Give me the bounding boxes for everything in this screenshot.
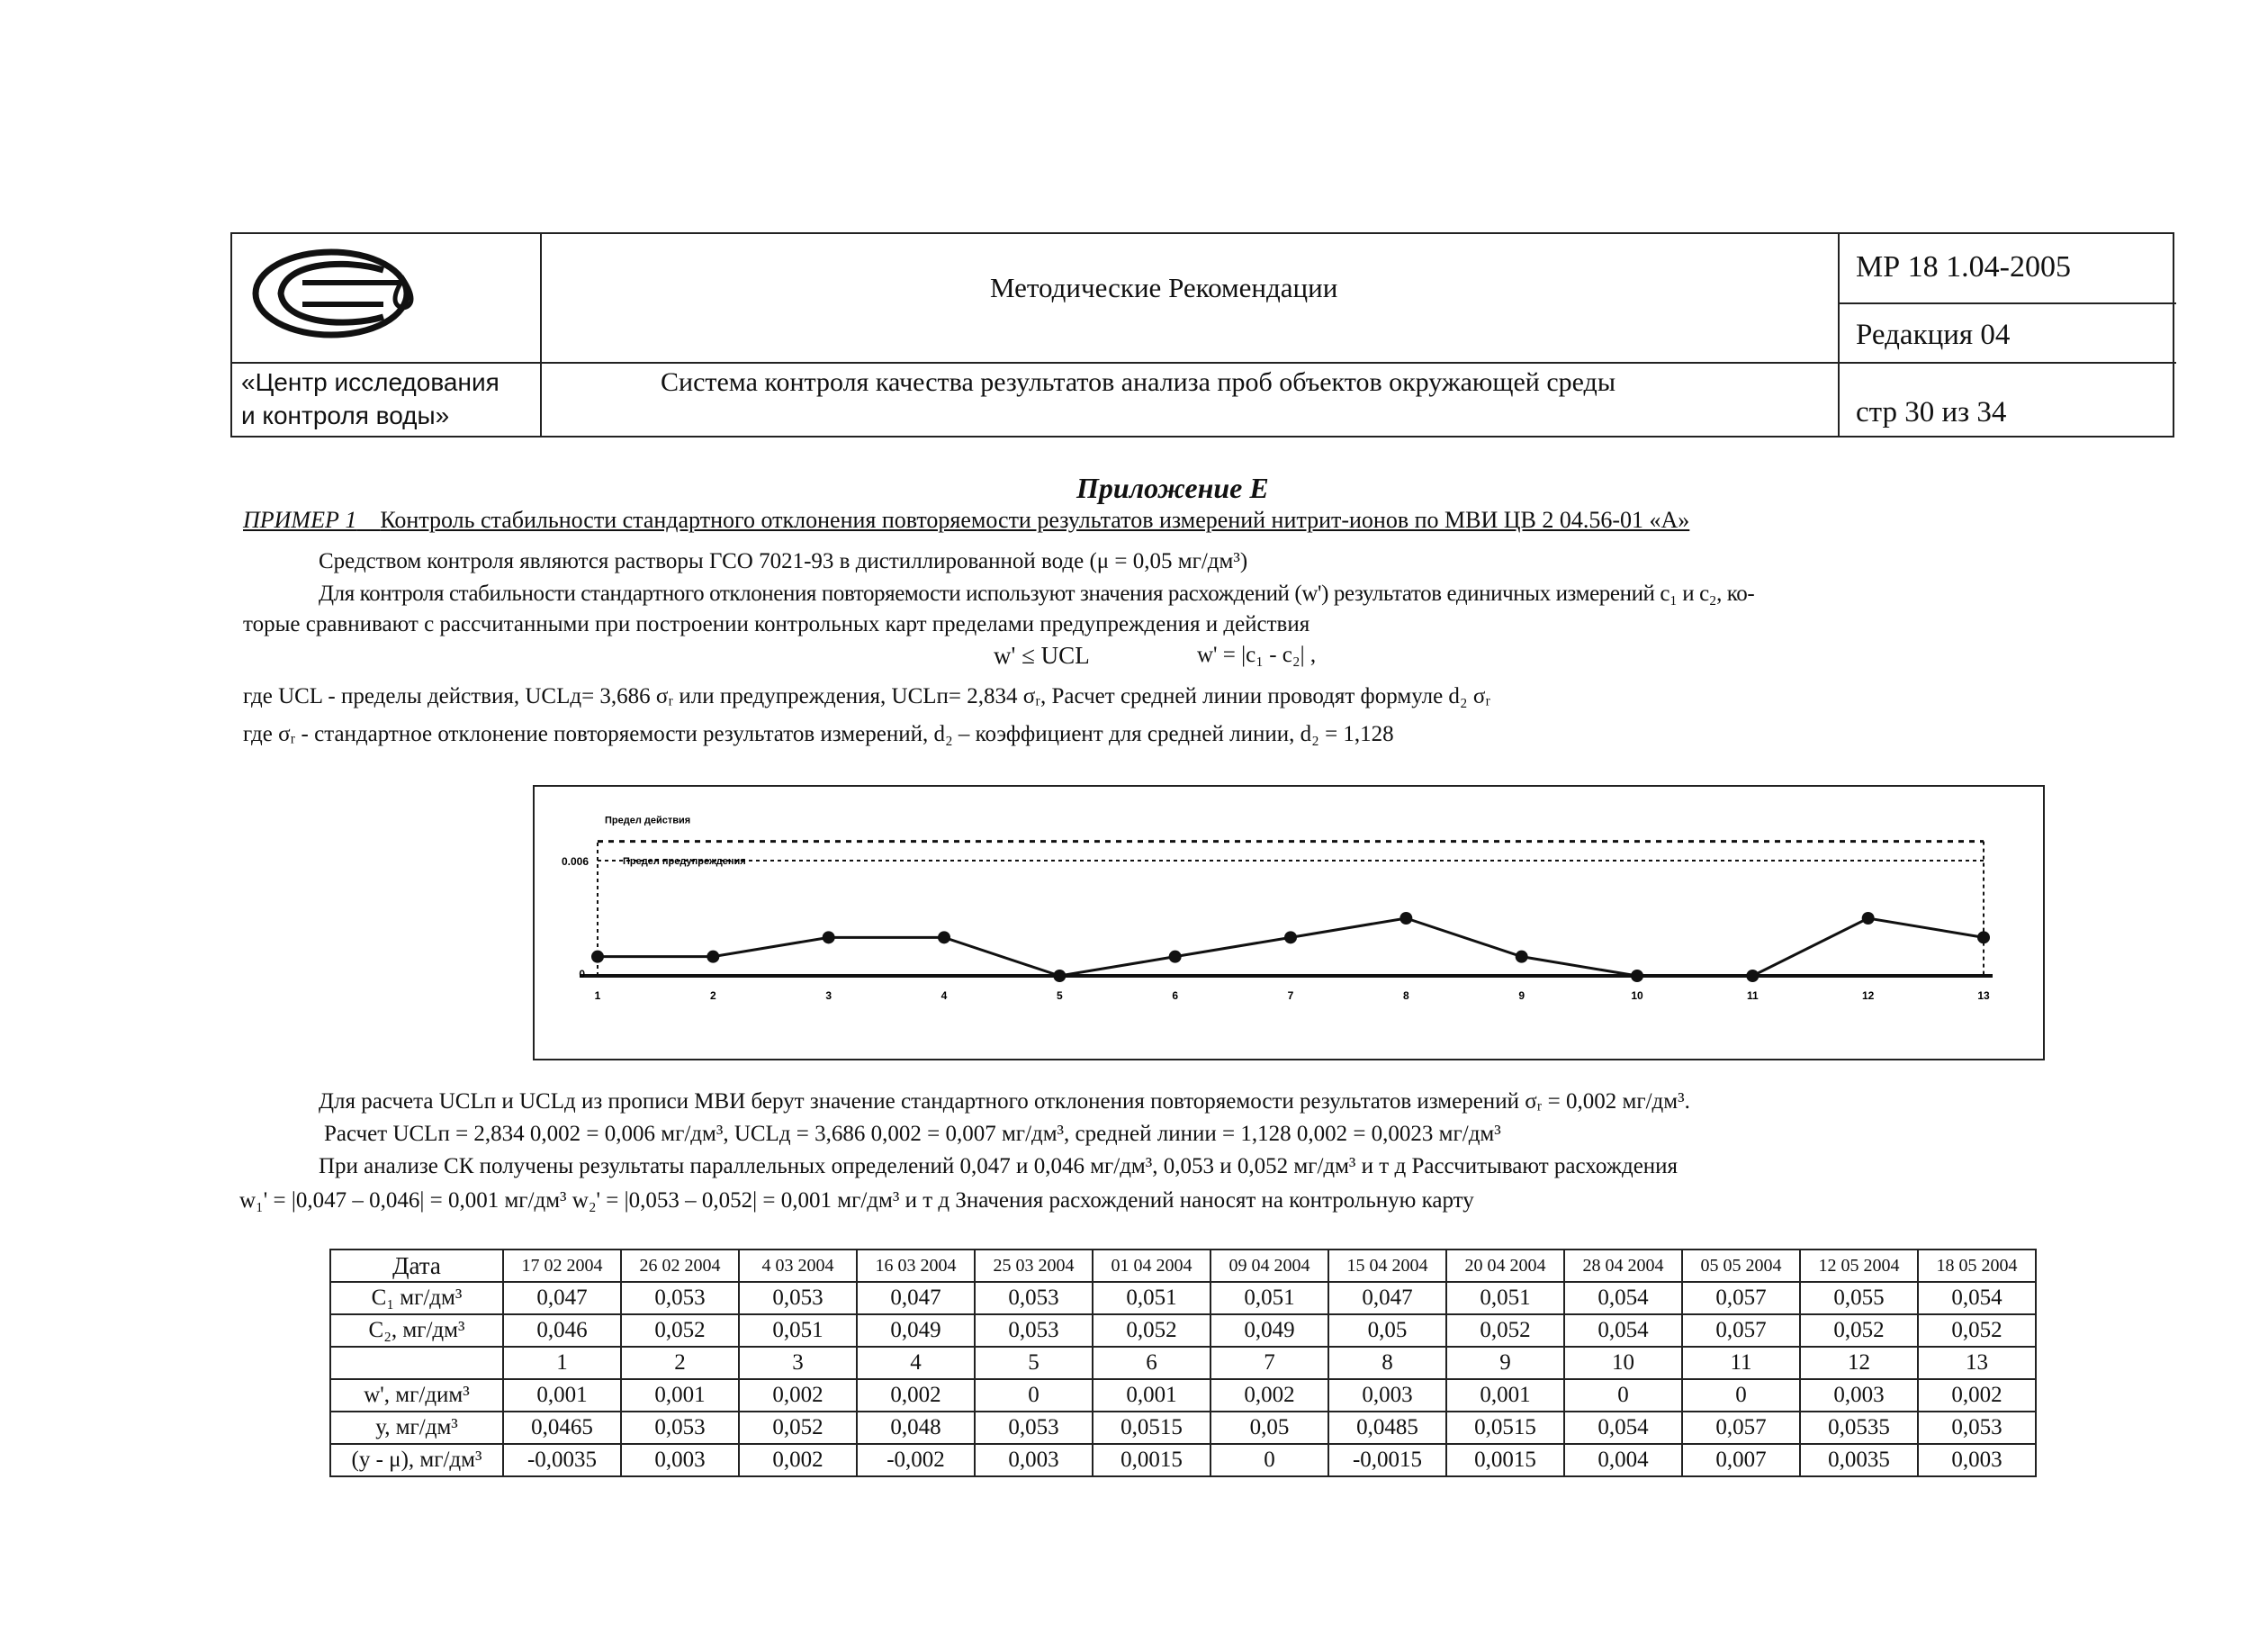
table-cell: 6 [1093,1347,1210,1379]
x-tick-label: 4 [940,989,948,1002]
table-cell: 09 04 2004 [1210,1250,1328,1282]
system-title: Система контроля качества результатов анализа проб объектов окружающей среды [661,367,1616,397]
table-cell: 2 [621,1347,739,1379]
table-cell: 0,002 [857,1379,975,1412]
formula-w: w' = |c₁ - c₂| , [1197,643,1317,667]
table-cell: 17 02 2004 [503,1250,621,1282]
table-cell: 0,054 [1564,1314,1682,1347]
table-cell: 0,002 [1918,1379,2036,1412]
table-cell: 0,002 [739,1444,857,1476]
table-cell: -0,0035 [503,1444,621,1476]
x-tick-label: 3 [825,989,832,1002]
table-cell: 16 03 2004 [857,1250,975,1282]
table-cell: 0,0035 [1800,1444,1918,1476]
table-cell: -0,0015 [1328,1444,1446,1476]
paragraph-2b: торые сравнивают с рассчитанными при построении контрольных карт пределами предупреждения и действия [243,612,1310,636]
table-cell: 0,047 [1328,1282,1446,1314]
index-row [330,1347,2036,1379]
doc-code: МР 18 1.04-2005 [1856,250,2071,284]
table-cell: 3 [739,1347,857,1379]
table-cell: 0,052 [1446,1314,1564,1347]
table-cell: 28 04 2004 [1564,1250,1682,1282]
data-point [1516,951,1528,963]
row-label: w', мг/дим³ [330,1379,503,1412]
table-cell: 8 [1328,1347,1446,1379]
c1-row [330,1282,2036,1314]
table-cell: 26 02 2004 [621,1250,739,1282]
row-label: C₂, мг/дм³ [330,1314,503,1347]
row-label [330,1347,503,1379]
formula-ucl: w' ≤ UCL [994,642,1090,669]
table-cell: 0,053 [621,1412,739,1444]
row-label: у, мг/дм³ [330,1412,503,1444]
table-cell: 0,002 [739,1379,857,1412]
table-cell: 0,051 [1446,1282,1564,1314]
table-cell: 0,001 [503,1379,621,1412]
x-tick-label: 5 [1056,989,1063,1002]
series-line [598,918,1984,976]
data-point [1631,970,1643,982]
paragraph-2a: Для контроля стабильности стандартного отклонения повторяемости используют значения расхождений (w') результатов единичных измерений c₁ и c₂, ко- [319,582,1755,606]
paragraph-3: где UCL - пределы действия, UCLд= 3,686 σᵣ или предупреждения, UCLп= 2,834 σᵣ, Расчет средней линии проводят формуле d₂ σᵣ [243,684,1491,708]
paragraph-1: Средством контроля являются растворы ГСО 7021-93 в дистиллированной воде (μ = 0,05 мг/дм³) [319,549,1248,573]
table-cell: 0,054 [1564,1412,1682,1444]
table-cell: 0,05 [1328,1314,1446,1347]
table-cell: 0,05 [1210,1412,1328,1444]
table-cell: 7 [1210,1347,1328,1379]
table-cell: 0,001 [1446,1379,1564,1412]
row-label: (у - μ), мг/дм³ [330,1444,503,1476]
table-cell: 0,0465 [503,1412,621,1444]
table-cell: 0,048 [857,1412,975,1444]
x-tick-label: 10 [1631,989,1643,1002]
x-tick-label: 12 [1861,989,1875,1002]
edition: Редакция 04 [1856,319,2011,351]
table-cell: 4 03 2004 [739,1250,857,1282]
table-cell: 11 [1682,1347,1800,1379]
table-cell: 18 05 2004 [1918,1250,2036,1282]
y-tick-label: 0 [579,968,585,980]
table-cell: 0 [1210,1444,1328,1476]
table-cell: 13 [1918,1347,2036,1379]
warning-limit-label: Предел предупреждения [623,856,746,867]
table-cell: 5 [975,1347,1093,1379]
c2-row [330,1314,2036,1347]
table-cell: 0,055 [1800,1282,1918,1314]
table-cell: 20 04 2004 [1446,1250,1564,1282]
x-tick-label: 6 [1172,989,1179,1002]
table-cell: 0,057 [1682,1282,1800,1314]
paragraph-7: При анализе СК получены результаты параллельных определений 0,047 и 0,046 мг/дм³, 0,053 и 0,052 мг/дм³ и т д Рассчитывают расхождения [319,1154,1678,1178]
x-tick-label: 13 [1977,989,1990,1002]
table-cell: 0,0515 [1093,1412,1210,1444]
table-cell: 0,0485 [1328,1412,1446,1444]
table-cell: 0,052 [621,1314,739,1347]
control-chart [533,785,2045,1060]
table-cell: 10 [1564,1347,1682,1379]
w-row [330,1379,2036,1412]
x-tick-label: 9 [1518,989,1526,1002]
page-info: стр 30 из 34 [1856,396,2007,429]
data-point [823,931,835,943]
appendix-title: Приложение Е [1076,472,1269,504]
table-cell: 01 04 2004 [1093,1250,1210,1282]
paragraph-5: Для расчета UCLп и UCLд из прописи МВИ берут значение стандартного отклонения повторяемости результатов измерений σᵣ = 0,002 мг/дм³. [319,1089,1690,1114]
y-tick-label: 0.006 [561,855,589,868]
action-limit-label: Предел действия [605,815,691,826]
table-cell: 0,001 [1093,1379,1210,1412]
data-point [1169,951,1182,963]
table-cell: 0,0015 [1446,1444,1564,1476]
data-point [938,931,950,943]
example-heading [243,506,1689,535]
table-cell: 0,002 [1210,1379,1328,1412]
row-label: C₁ мг/дм³ [330,1282,503,1314]
data-point [1284,931,1297,943]
table-cell: -0,002 [857,1444,975,1476]
table-cell: 0,051 [1210,1282,1328,1314]
table-cell: 12 05 2004 [1800,1250,1918,1282]
table-cell: 0,052 [739,1412,857,1444]
table-cell: 0,047 [503,1282,621,1314]
table-cell: 05 05 2004 [1682,1250,1800,1282]
table-cell: 0,054 [1918,1282,2036,1314]
data-point [1862,912,1875,925]
table-cell: 0,0015 [1093,1444,1210,1476]
table-cell: 0,003 [975,1444,1093,1476]
table-cell: 0,047 [857,1282,975,1314]
table-cell: 0,053 [975,1412,1093,1444]
table-cell: 0,053 [621,1282,739,1314]
table-cell: 0,0535 [1800,1412,1918,1444]
table-cell: 0 [1564,1379,1682,1412]
org-name: «Центр исследования и контроля воды» [241,368,500,429]
table-cell: 0,051 [1093,1282,1210,1314]
data-point [1053,970,1066,982]
chart-canvas [535,787,2047,1062]
table-cell: 0,0515 [1446,1412,1564,1444]
x-tick-label: 2 [709,989,716,1002]
table-cell: 0 [1682,1379,1800,1412]
data-point [1746,970,1759,982]
table-cell: 0,052 [1093,1314,1210,1347]
doc-type: Методические Рекомендации [990,272,1338,303]
table-cell: 4 [857,1347,975,1379]
row-label: Дата [330,1250,503,1282]
table-cell: 15 04 2004 [1328,1250,1446,1282]
table-cell: 25 03 2004 [975,1250,1093,1282]
data-point [1977,931,1990,943]
table-cell: 0,007 [1682,1444,1800,1476]
table-cell: 0,053 [1918,1412,2036,1444]
date-row [330,1250,2036,1282]
table-cell: 0,049 [857,1314,975,1347]
table-cell: 0,057 [1682,1314,1800,1347]
paragraph-6: Расчет UCLп = 2,834 0,002 = 0,006 мг/дм³, UCLд = 3,686 0,002 = 0,007 мг/дм³, средней линии = 1,128 0,002 = 0,0023 мг/дм³ [324,1122,1501,1146]
table-cell: 0,046 [503,1314,621,1347]
deviation-row [330,1444,2036,1476]
table-cell: 0,003 [1328,1379,1446,1412]
table-cell: 1 [503,1347,621,1379]
table-cell: 0,054 [1564,1282,1682,1314]
x-tick-label: 8 [1402,989,1409,1002]
table-cell: 12 [1800,1347,1918,1379]
example-title: Контроль стабильности стандартного отклонения повторяемости результатов измерений нитрит-ионов по МВИ ЦВ 2 04.56-01 «А» [380,507,1690,533]
document-header [230,232,2174,438]
table-cell: 0,003 [1800,1379,1918,1412]
table-cell: 0,052 [1800,1314,1918,1347]
paragraph-4: где σᵣ - стандартное отклонение повторяемости результатов измерений, d₂ – коэффициент для средней линии, d₂ = 1,128 [243,722,1394,746]
x-tick-label: 7 [1287,989,1294,1002]
table-cell: 0,051 [739,1314,857,1347]
y-row [330,1412,2036,1444]
data-point [706,951,719,963]
data-point [1400,912,1412,925]
table-cell: 0,053 [975,1314,1093,1347]
table-cell: 0,003 [1918,1444,2036,1476]
table-cell: 0,004 [1564,1444,1682,1476]
table-cell: 0,052 [1918,1314,2036,1347]
table-cell: 0,053 [739,1282,857,1314]
example-label: ПРИМЕР 1 [243,507,357,533]
x-tick-label: 1 [594,989,601,1002]
org-logo [248,243,428,344]
results-table [329,1249,2037,1477]
data-point [591,951,604,963]
table-cell: 9 [1446,1347,1564,1379]
table-cell: 0,053 [975,1282,1093,1314]
table-cell: 0 [975,1379,1093,1412]
table-cell: 0,003 [621,1444,739,1476]
table-cell: 0,057 [1682,1412,1800,1444]
table-cell: 0,049 [1210,1314,1328,1347]
x-tick-label: 11 [1746,989,1759,1002]
table-cell: 0,001 [621,1379,739,1412]
paragraph-8: w₁' = |0,047 – 0,046| = 0,001 мг/дм³ w₂' = |0,053 – 0,052| = 0,001 мг/дм³ и т д Значения расхождений наносят на контрольную карту [239,1188,1474,1213]
